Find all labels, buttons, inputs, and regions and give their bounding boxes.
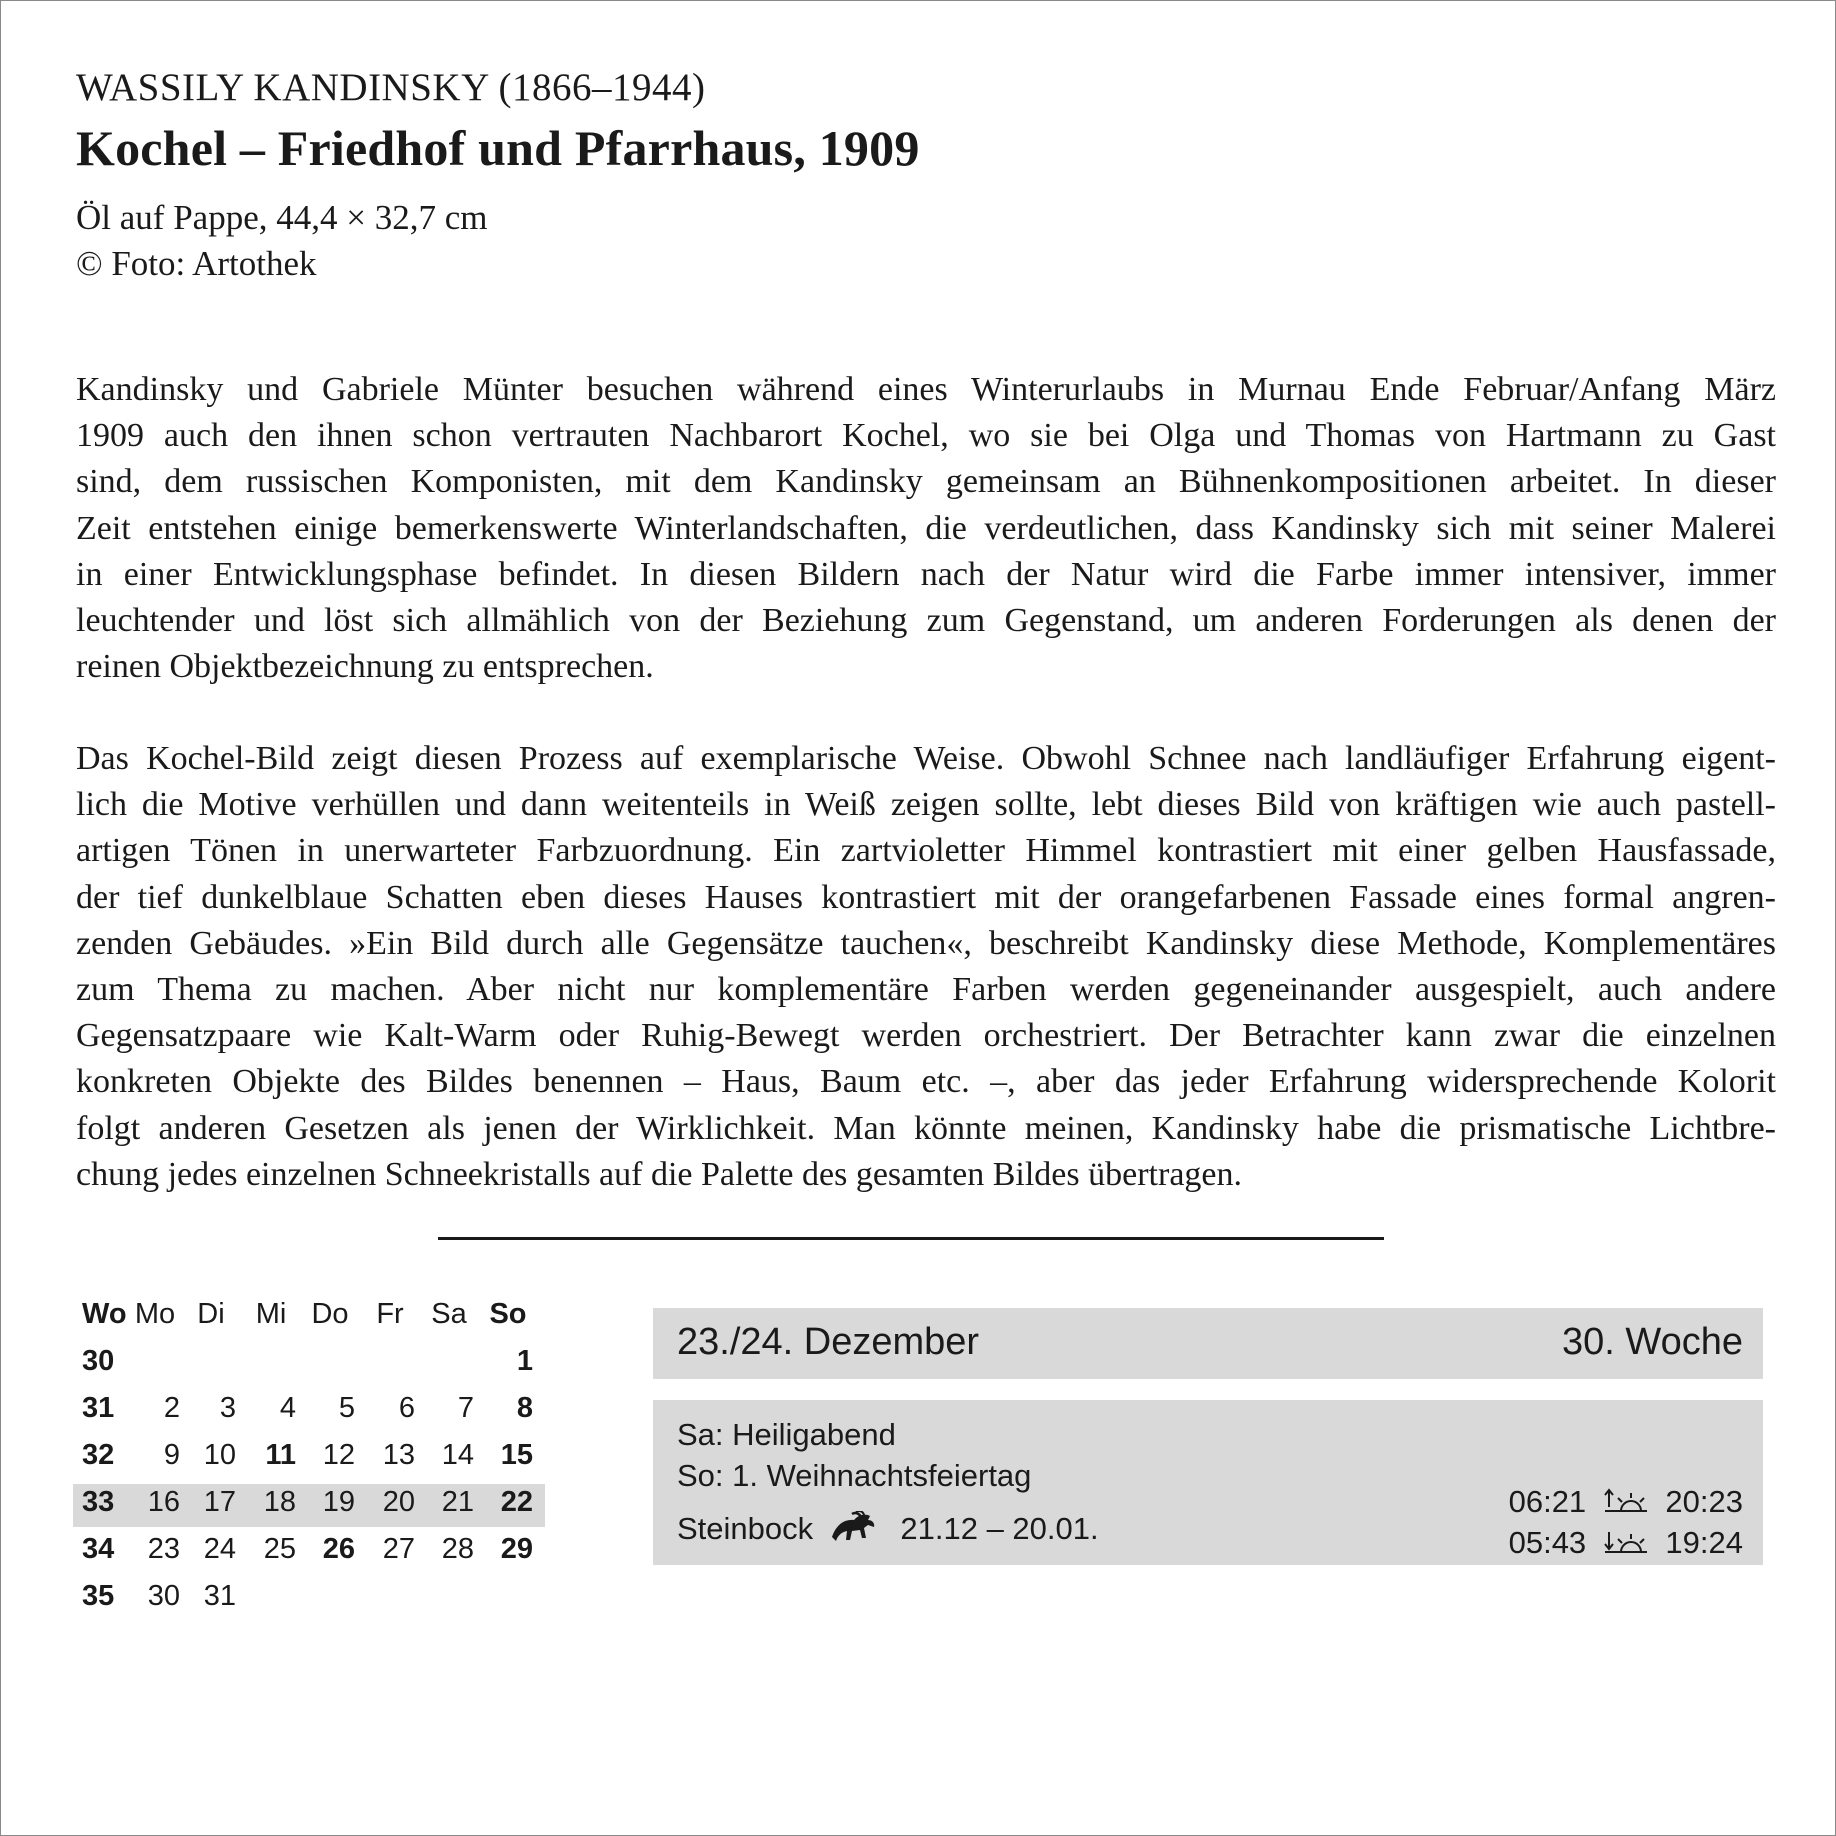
text-line: artigen Tönen in unerwarteter Farbzuordnung. Ein zartvioletter Himmel kontrastiert mit einer gelben Hausfassade, [76, 832, 1776, 870]
day-cell: 23 [147, 1533, 180, 1565]
moonrise-moonset [1509, 1525, 1743, 1561]
info-panel [653, 1400, 1763, 1565]
day-cell: 20 [382, 1486, 415, 1518]
day-cell: 28 [441, 1533, 474, 1565]
zodiac-sign: Steinbock [677, 1511, 814, 1546]
text-line: sind, dem russischen Komponisten, mit dem Kandinsky gemeinsam an Bühnenkompositionen arbeitet. In dieser [76, 463, 1776, 501]
section-divider [438, 1237, 1384, 1240]
sunrise-icon [1601, 1487, 1651, 1515]
day-cell: 12 [322, 1439, 355, 1471]
calendar-week-row [76, 1486, 556, 1532]
weekday-header: So [489, 1298, 527, 1330]
weekday-header: Do [311, 1298, 349, 1330]
text-line: reinen Objektbezeichnung zu entsprechen. [76, 648, 654, 686]
day-cell: 14 [441, 1439, 474, 1471]
day-cell: 11 [265, 1439, 296, 1471]
capricorn-icon [828, 1511, 878, 1545]
day-cell: 24 [203, 1533, 236, 1565]
day-cell: 2 [163, 1392, 180, 1424]
text-line: zum Thema zu machen. Aber nicht nur komplementäre Farben werden gegeneinander ausgespielt, auch andere [76, 971, 1776, 1009]
sunrise-time: 06:21 [1508, 1484, 1587, 1519]
day-cell: 21 [441, 1486, 474, 1518]
artwork-title: Kochel – Friedhof und Pfarrhaus, 1909 [76, 120, 920, 176]
weekday-header: Sa [431, 1298, 467, 1330]
calendar-week-row [76, 1533, 556, 1579]
text-line: lich die Motive verhüllen und dann weitenteils in Weiß zeigen sollte, lebt dieses Bild von kräftigen wie auch pastell- [76, 786, 1776, 824]
artwork-medium: Öl auf Pappe, 44,4 × 32,7 cm [76, 198, 488, 237]
day-cell: 5 [338, 1392, 355, 1424]
moonrise-time: 05:43 [1508, 1525, 1587, 1560]
text-line: Kandinsky und Gabriele Münter besuchen während eines Winterurlaubs in Murnau Ende Februar/Anfang März [76, 371, 1776, 408]
day-cell: 22 [500, 1486, 533, 1518]
weekday-header: Mi [255, 1298, 287, 1330]
day-cell: 9 [163, 1439, 180, 1471]
text-line: zenden Gebäudes. »Ein Bild durch alle Gegensätze tauchen«, beschreibt Kandinsky diese Methode, Komplementäres [76, 924, 1776, 962]
day-cell: 1 [516, 1345, 533, 1377]
day-cell: 6 [398, 1392, 415, 1424]
day-cell: 19 [322, 1486, 355, 1518]
text-line: konkreten Objekte des Bildes benennen – Haus, Baum etc. –, aber das jeder Erfahrung widersprechende Kolorit [76, 1063, 1776, 1101]
calendar-week-row [76, 1580, 556, 1626]
day-cell: 25 [263, 1533, 296, 1565]
day-cell: 15 [500, 1439, 533, 1471]
holiday-saturday: Sa: Heiligabend [677, 1417, 896, 1452]
day-cell: 30 [147, 1580, 180, 1612]
day-cell: 13 [382, 1439, 415, 1471]
day-cell: 18 [263, 1486, 296, 1518]
text-line: Zeit entstehen einige bemerkenswerte Winterlandschaften, die verdeutlichen, dass Kandinsky sich mit seiner Malerei [76, 509, 1776, 547]
week-number-cell: 33 [82, 1486, 115, 1518]
day-cell: 4 [279, 1392, 296, 1424]
day-cell: 27 [382, 1533, 415, 1565]
weekday-header: Mo [134, 1298, 176, 1330]
weekday-header: Fr [376, 1298, 404, 1330]
zodiac-range: 21.12 – 20.01. [900, 1511, 1099, 1546]
sunset-icon [1601, 1528, 1651, 1556]
text-line: in einer Entwicklungsphase befindet. In diesen Bildern nach der Natur wird die Farbe immer intensiver, immer [76, 555, 1776, 593]
description-paragraph-2 [76, 736, 1776, 1198]
text-line: Das Kochel-Bild zeigt diesen Prozess auf exemplarische Weise. Obwohl Schnee nach landläufiger Erfahrung eigent- [76, 740, 1776, 777]
week-number: 30. Woche [1562, 1321, 1743, 1363]
week-number-cell: 34 [82, 1533, 115, 1565]
date-range: 23./24. Dezember [677, 1321, 980, 1363]
text-line: 1909 auch den ihnen schon vertrauten Nachbarort Kochel, wo sie bei Olga und Thomas von Hartmann zu Gast [76, 417, 1776, 455]
photo-credit: © Foto: Artothek [76, 244, 317, 283]
weekday-header: Di [197, 1298, 225, 1330]
text-line: folgt anderen Gesetzen als jenen der Wirklichkeit. Man könnte meinen, Kandinsky habe die prismatische Lichtbre- [76, 1109, 1776, 1147]
moonset-time: 19:24 [1665, 1525, 1743, 1560]
description-paragraph-1 [76, 367, 1776, 690]
sunrise-sunset [1509, 1484, 1743, 1520]
holiday-sunday: So: 1. Weihnachtsfeiertag [677, 1458, 1032, 1493]
day-cell: 17 [203, 1486, 236, 1518]
text-line: der tief dunkelblaue Schatten eben dieses Hauses kontrastiert mit der orangefarbenen Fassade eines formal angren- [76, 878, 1776, 916]
calendar-week-row [76, 1439, 556, 1485]
week-number-cell: 32 [82, 1439, 115, 1471]
day-cell: 26 [322, 1533, 355, 1565]
artist-name: WASSILY KANDINSKY (1866–1944) [76, 66, 706, 109]
day-cell: 7 [457, 1392, 474, 1424]
calendar-header-row [76, 1298, 556, 1344]
text-line: leuchtender und löst sich allmählich von der Beziehung zum Gegenstand, um anderen Forderungen als denen der [76, 602, 1776, 640]
day-cell: 16 [147, 1486, 180, 1518]
weekday-header: Wo [82, 1298, 127, 1330]
date-header [653, 1308, 1763, 1379]
week-number-cell: 30 [82, 1345, 115, 1377]
calendar-week-row [76, 1392, 556, 1438]
week-number-cell: 35 [82, 1580, 115, 1612]
day-cell: 3 [219, 1392, 236, 1424]
day-cell: 29 [500, 1533, 533, 1565]
calendar-week-row [76, 1345, 556, 1391]
text-line: chung jedes einzelnen Schneekristalls auf die Palette des gesamten Bildes übertragen. [76, 1155, 1242, 1193]
text-line: Gegensatzpaare wie Kalt-Warm oder Ruhig-Bewegt werden orchestriert. Der Betrachter kann zwar die einzelnen [76, 1017, 1776, 1055]
sunset-time: 20:23 [1665, 1484, 1743, 1519]
zodiac-line [677, 1511, 1099, 1547]
day-cell: 8 [516, 1392, 533, 1424]
day-cell: 31 [203, 1580, 236, 1612]
day-cell: 10 [203, 1439, 236, 1471]
week-number-cell: 31 [82, 1392, 115, 1424]
